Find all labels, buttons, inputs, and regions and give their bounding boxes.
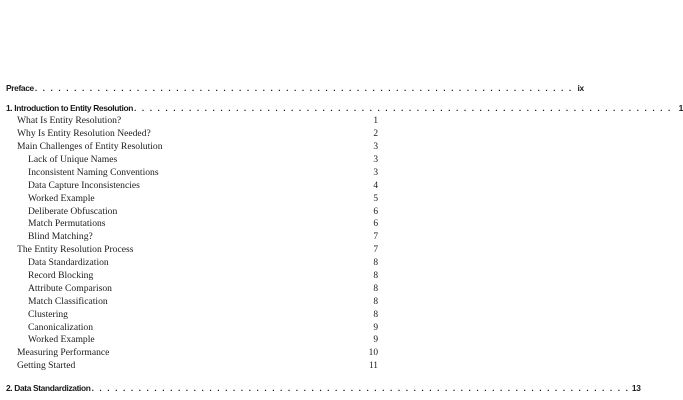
- toc-entry-title: Record Blocking: [28, 269, 94, 281]
- toc-entry-title: Deliberate Obfuscation: [28, 205, 118, 217]
- toc-entry-title: Worked Example: [28, 192, 95, 204]
- toc-entry-page: 8: [373, 309, 378, 320]
- toc-entry[interactable]: [6, 296, 378, 309]
- toc-entry-page: 3: [373, 154, 378, 165]
- toc-entry-title: The Entity Resolution Process: [17, 244, 134, 256]
- toc-entry-page: 9: [373, 322, 378, 333]
- toc-entry-chapter-2[interactable]: [6, 381, 641, 395]
- toc-entry-title: Getting Started: [17, 360, 76, 372]
- dot-leader: . . . . . . . . . . . . . . . . . . . . . . . . . . . . . . . . . . . . . . . . . . . . . . . . . . . . . . . . . . . . . . . . . . . . .: [34, 83, 573, 93]
- toc-entry-title: Match Permutations: [28, 218, 106, 230]
- toc-entry-preface[interactable]: [6, 82, 584, 95]
- toc-entry-title: What Is Entity Resolution?: [17, 115, 122, 127]
- toc-entry-title: 2. Data Standardization: [6, 383, 91, 394]
- toc-entry-page: 7: [373, 245, 378, 256]
- toc-entry-page: 6: [373, 206, 378, 217]
- toc-entry[interactable]: [6, 244, 378, 257]
- toc-entry-title: Canonicalization: [28, 321, 94, 333]
- toc-entry-page: 3: [373, 142, 378, 153]
- toc-entry-page: 8: [373, 270, 378, 281]
- toc-entry-title: Why Is Entity Resolution Needed?: [17, 128, 151, 140]
- toc-entry[interactable]: [6, 141, 378, 154]
- toc-entry[interactable]: [6, 283, 378, 296]
- toc-entry-title: Worked Example: [28, 334, 95, 346]
- toc-entry[interactable]: [6, 128, 378, 141]
- toc-entry-page: 2: [373, 129, 378, 140]
- toc-entry-title: Lack of Unique Names: [28, 153, 118, 165]
- toc-cutoff-region: [6, 381, 641, 394]
- toc-entry-title: Clustering: [28, 308, 68, 320]
- toc-entry-chapter-1[interactable]: [6, 102, 683, 115]
- toc-entry-title: Data Capture Inconsistencies: [28, 179, 140, 191]
- toc-entry-title: Blind Matching?: [28, 231, 93, 243]
- dot-leader: . . . . . . . . . . . . . . . . . . . . . . . . . . . . . . . . . . . . . . . . . . . . . . . . . . . . . . . . . . . . . . . . . . . . .: [133, 103, 672, 114]
- toc-entry-title: Attribute Comparison: [28, 282, 112, 294]
- toc-entry-page: 5: [373, 193, 378, 204]
- toc-entry-title: Inconsistent Naming Conventions: [28, 166, 159, 178]
- table-of-contents: [6, 82, 683, 394]
- toc-entry-title: 1. Introduction to Entity Resolution: [6, 103, 133, 114]
- toc-entry[interactable]: [6, 347, 378, 360]
- toc-entry-page: 7: [373, 232, 378, 243]
- toc-entry-title: Match Classification: [28, 295, 108, 307]
- toc-entry[interactable]: [6, 180, 378, 193]
- toc-entry-page: 1: [373, 116, 378, 127]
- toc-entry-page: 9: [373, 335, 378, 346]
- toc-entry[interactable]: [6, 218, 378, 231]
- toc-entry[interactable]: [6, 322, 378, 335]
- toc-entry[interactable]: [6, 115, 378, 128]
- toc-entry[interactable]: [6, 193, 378, 206]
- toc-entry[interactable]: [6, 360, 378, 373]
- toc-entry-page: ix: [577, 83, 584, 93]
- toc-entry-page: 3: [373, 167, 378, 178]
- toc-entry[interactable]: [6, 231, 378, 244]
- toc-entry[interactable]: [6, 309, 378, 322]
- dot-leader: . . . . . . . . . . . . . . . . . . . . . . . . . . . . . . . . . . . . . . . . . . . . . . . . . . . . . . . . . . . . . . . . . . . . .: [91, 383, 630, 394]
- toc-entry-page: 13: [631, 383, 641, 394]
- toc-entry-page: 8: [373, 283, 378, 294]
- toc-entry-page: 4: [373, 180, 378, 191]
- toc-entry[interactable]: [6, 334, 378, 347]
- toc-entry-title: Data Standardization: [28, 257, 109, 269]
- toc-entry-page: 8: [373, 258, 378, 269]
- toc-entry[interactable]: [6, 167, 378, 180]
- toc-entry-page: 10: [368, 348, 378, 359]
- toc-entry[interactable]: [6, 154, 378, 167]
- toc-entry-title: Main Challenges of Entity Resolution: [17, 141, 163, 153]
- toc-entry-title: Preface: [6, 83, 34, 93]
- toc-entry-page: 6: [373, 219, 378, 230]
- toc-entry-page: 1: [678, 103, 683, 114]
- toc-entry[interactable]: [6, 206, 378, 219]
- toc-entry[interactable]: [6, 257, 378, 270]
- toc-entry[interactable]: [6, 270, 378, 283]
- toc-entry-page: 11: [368, 361, 378, 372]
- toc-entry-title: Measuring Performance: [17, 347, 110, 359]
- toc-entry-page: 8: [373, 296, 378, 307]
